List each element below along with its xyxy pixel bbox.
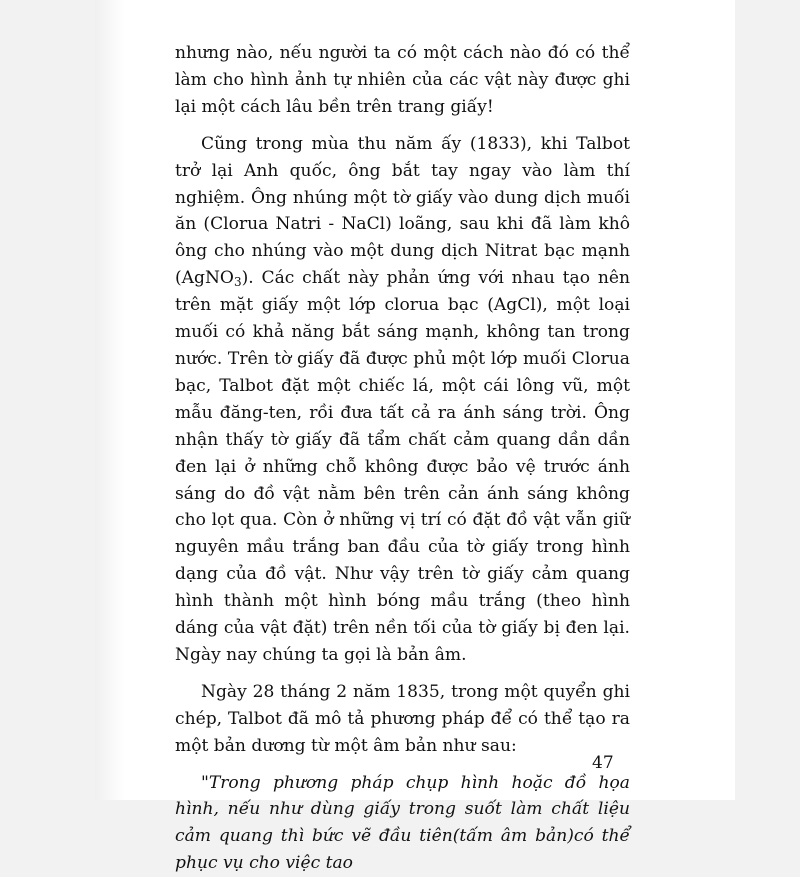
paragraph-experiment-part-a: Cũng trong mùa thu năm ấy (1833), khi Talbot trở lại Anh quốc, ông bắt tay ngay vào làm thí nghiệm. Ông nhúng một tờ giấy vào dung dịch muối ăn (Clorua Natri - NaCl) loãng, sau khi đã làm khô ông cho nhúng vào một dung dịch Nitrat bạc mạnh (AgNO bbox=[175, 133, 630, 289]
paragraph-notebook: Ngày 28 tháng 2 năm 1835, trong một quyển ghi chép, Talbot đã mô tả phương pháp để có thể tạo ra một bản dương từ một âm bản như sau: bbox=[175, 681, 630, 756]
page-number: 47 bbox=[592, 753, 614, 773]
page-gutter-shadow bbox=[95, 0, 125, 800]
subscript-3: 3 bbox=[233, 275, 242, 290]
paragraph-continuation: nhưng nào, nếu người ta có một cách nào đó có thể làm cho hình ảnh tự nhiên của các vật này được ghi lại một cách lâu bền trên trang giấy! bbox=[175, 43, 630, 117]
paragraph-experiment-part-b: ). Các chất này phản ứng với nhau tạo nên trên mặt giấy một lớp clorua bạc (AgCl), một loại muối có khả năng bắt sáng mạnh, không tan trong nước. Trên tờ giấy đã được phủ một lớp muối Clorua bạc, Talbot đặt một chiếc lá, một cái lông vũ, một mẫu đăng-ten, rồi đưa tất cả ra ánh sáng trời. Ông nhận thấy tờ giấy đã tẩm chất cảm quang dần dần đen lại ở những chỗ không được bảo vệ trước ánh sáng do đồ vật nằm bên trên cản ánh sáng không cho lọt qua. Còn ở những vị trí có đặt đồ vật vẫn giữ nguyên mầu trắng ban đầu của tờ giấy trong hình dạng của đồ vật. Như vậy trên tờ giấy cảm quang hình thành một hình bóng mầu trắng (theo hình dáng của vật đặt) trên nền tối của tờ giấy bị đen lại. Ngày nay chúng ta gọi là bản âm. bbox=[175, 268, 630, 665]
paragraph-experiment bbox=[175, 131, 630, 669]
quote-paragraph: "Trong phương pháp chụp hình hoặc đồ họa hình, nếu như dùng giấy trong suốt làm chất liệu cảm quang thì bức vẽ đầu tiên(tấm âm bản)có thể phục vụ cho việc tao bbox=[175, 772, 630, 874]
page-body-text bbox=[175, 40, 630, 877]
